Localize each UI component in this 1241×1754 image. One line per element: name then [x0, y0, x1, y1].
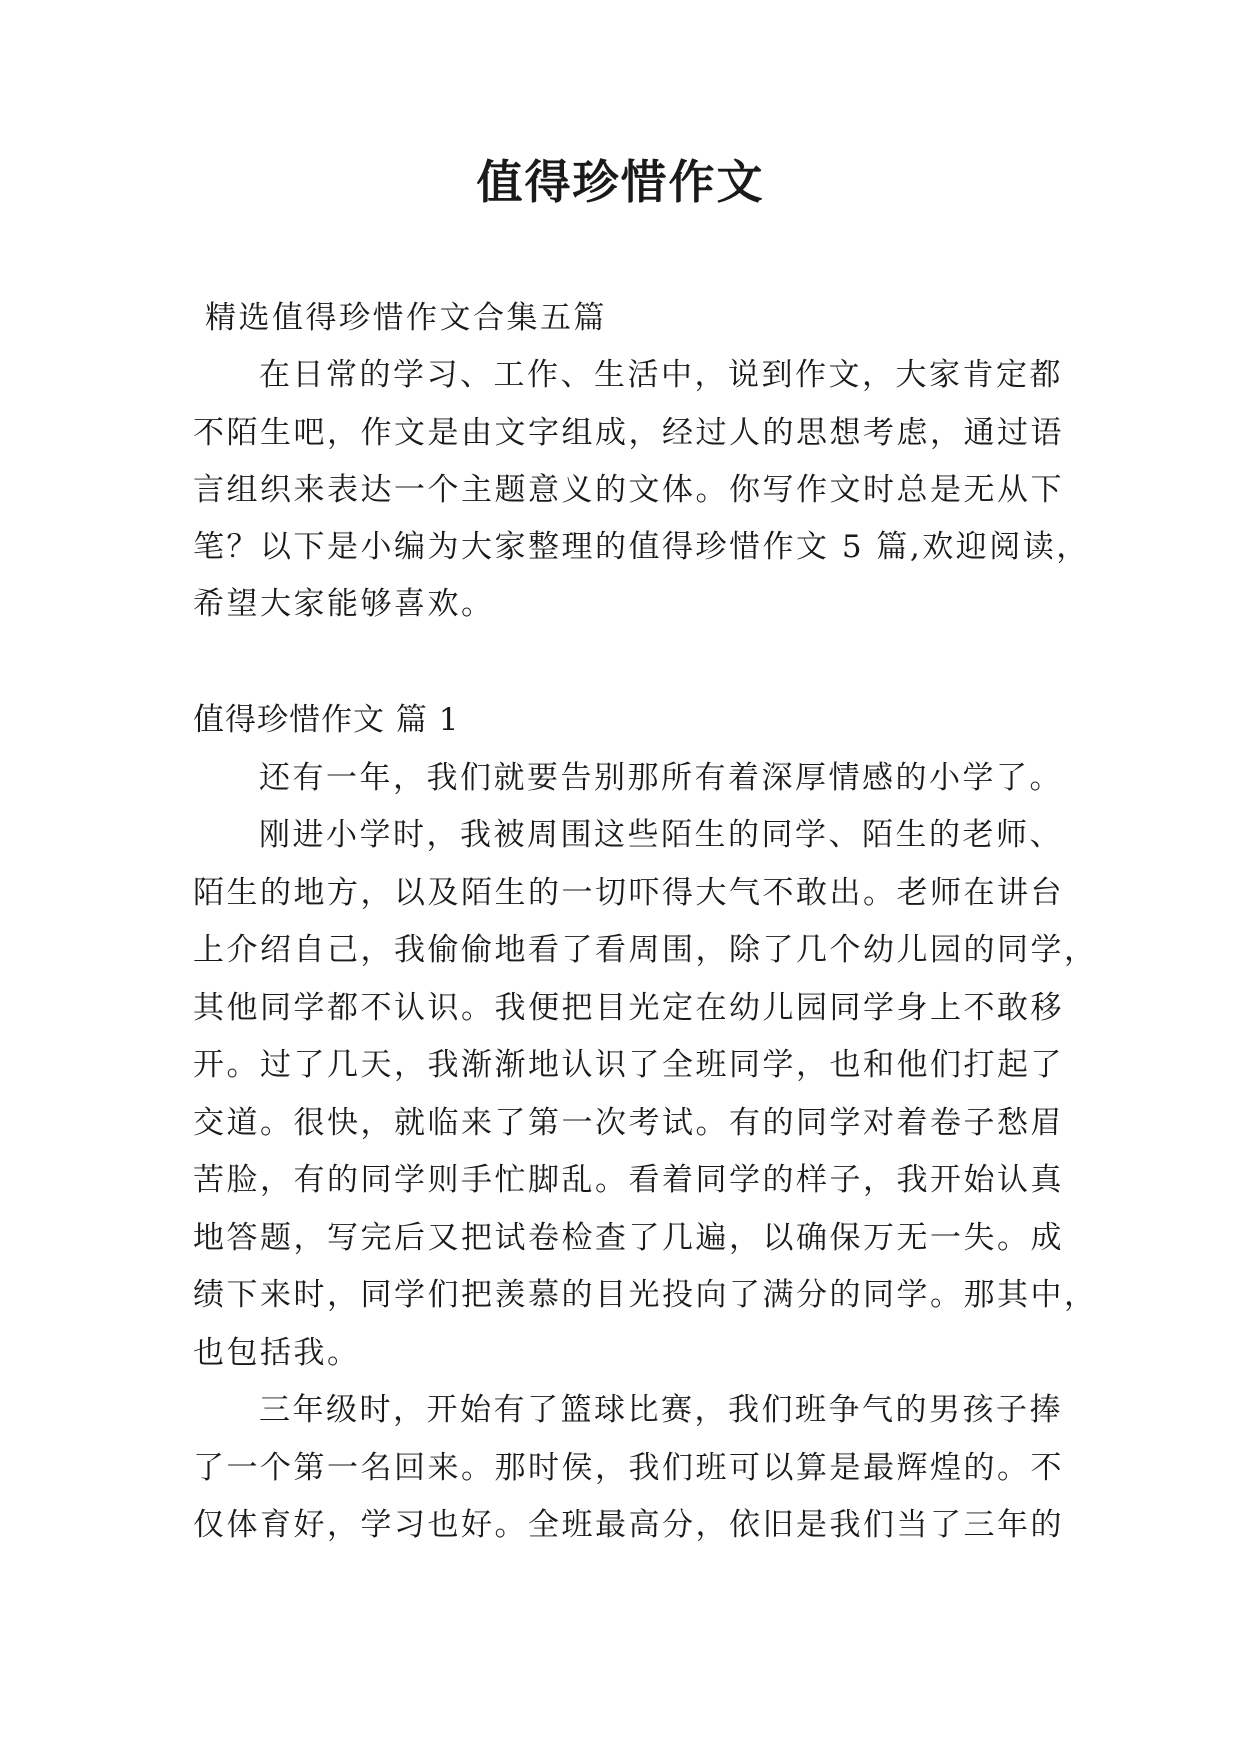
- section-heading: 值得珍惜作文 篇 1: [193, 702, 460, 738]
- document-title: 值得珍惜作文: [476, 155, 765, 209]
- body-line: 也包括我。: [193, 1335, 361, 1371]
- body-line: 仅体育好，学习也好。全班最高分，依旧是我们当了三年的: [193, 1507, 1064, 1543]
- body-line: 三年级时，开始有了篮球比赛，我们班争气的男孩子捧: [259, 1392, 1063, 1428]
- body-line: 开。过了几天，我渐渐地认识了全班同学，也和他们打起了: [193, 1047, 1064, 1083]
- body-line: 还有一年，我们就要告别那所有着深厚情感的小学了。: [259, 760, 1063, 796]
- intro-line: 希望大家能够喜欢。: [193, 586, 495, 622]
- body-line: 其他同学都不认识。我便把目光定在幼儿园同学身上不敢移: [193, 990, 1064, 1026]
- body-line: 陌生的地方，以及陌生的一切吓得大气不敢出。老师在讲台: [193, 875, 1064, 911]
- intro-line: 笔？以下是小编为大家整理的值得珍惜作文 5 篇,欢迎阅读，: [193, 529, 1090, 565]
- body-line: 苦脸，有的同学则手忙脚乱。看着同学的样子，我开始认真: [193, 1162, 1064, 1198]
- intro-line: 在日常的学习、工作、生活中，说到作文，大家肯定都: [259, 357, 1063, 393]
- body-line: 交道。很快，就临来了第一次考试。有的同学对着卷子愁眉: [193, 1105, 1064, 1141]
- body-line: 地答题，写完后又把试卷检查了几遍，以确保万无一失。成: [193, 1220, 1064, 1256]
- body-line: 刚进小学时，我被周围这些陌生的同学、陌生的老师、: [259, 817, 1063, 853]
- document-subtitle: 精选值得珍惜作文合集五篇: [205, 300, 607, 336]
- body-line: 了一个第一名回来。那时侯，我们班可以算是最辉煌的。不: [193, 1450, 1064, 1486]
- intro-line: 不陌生吧，作文是由文字组成，经过人的思想考虑，通过语: [193, 415, 1064, 451]
- intro-line: 言组织来表达一个主题意义的文体。你写作文时总是无从下: [193, 472, 1064, 508]
- body-line: 绩下来时，同学们把羡慕的目光投向了满分的同学。那其中，: [193, 1277, 1098, 1313]
- body-line: 上介绍自己，我偷偷地看了看周围，除了几个幼儿园的同学，: [193, 932, 1098, 968]
